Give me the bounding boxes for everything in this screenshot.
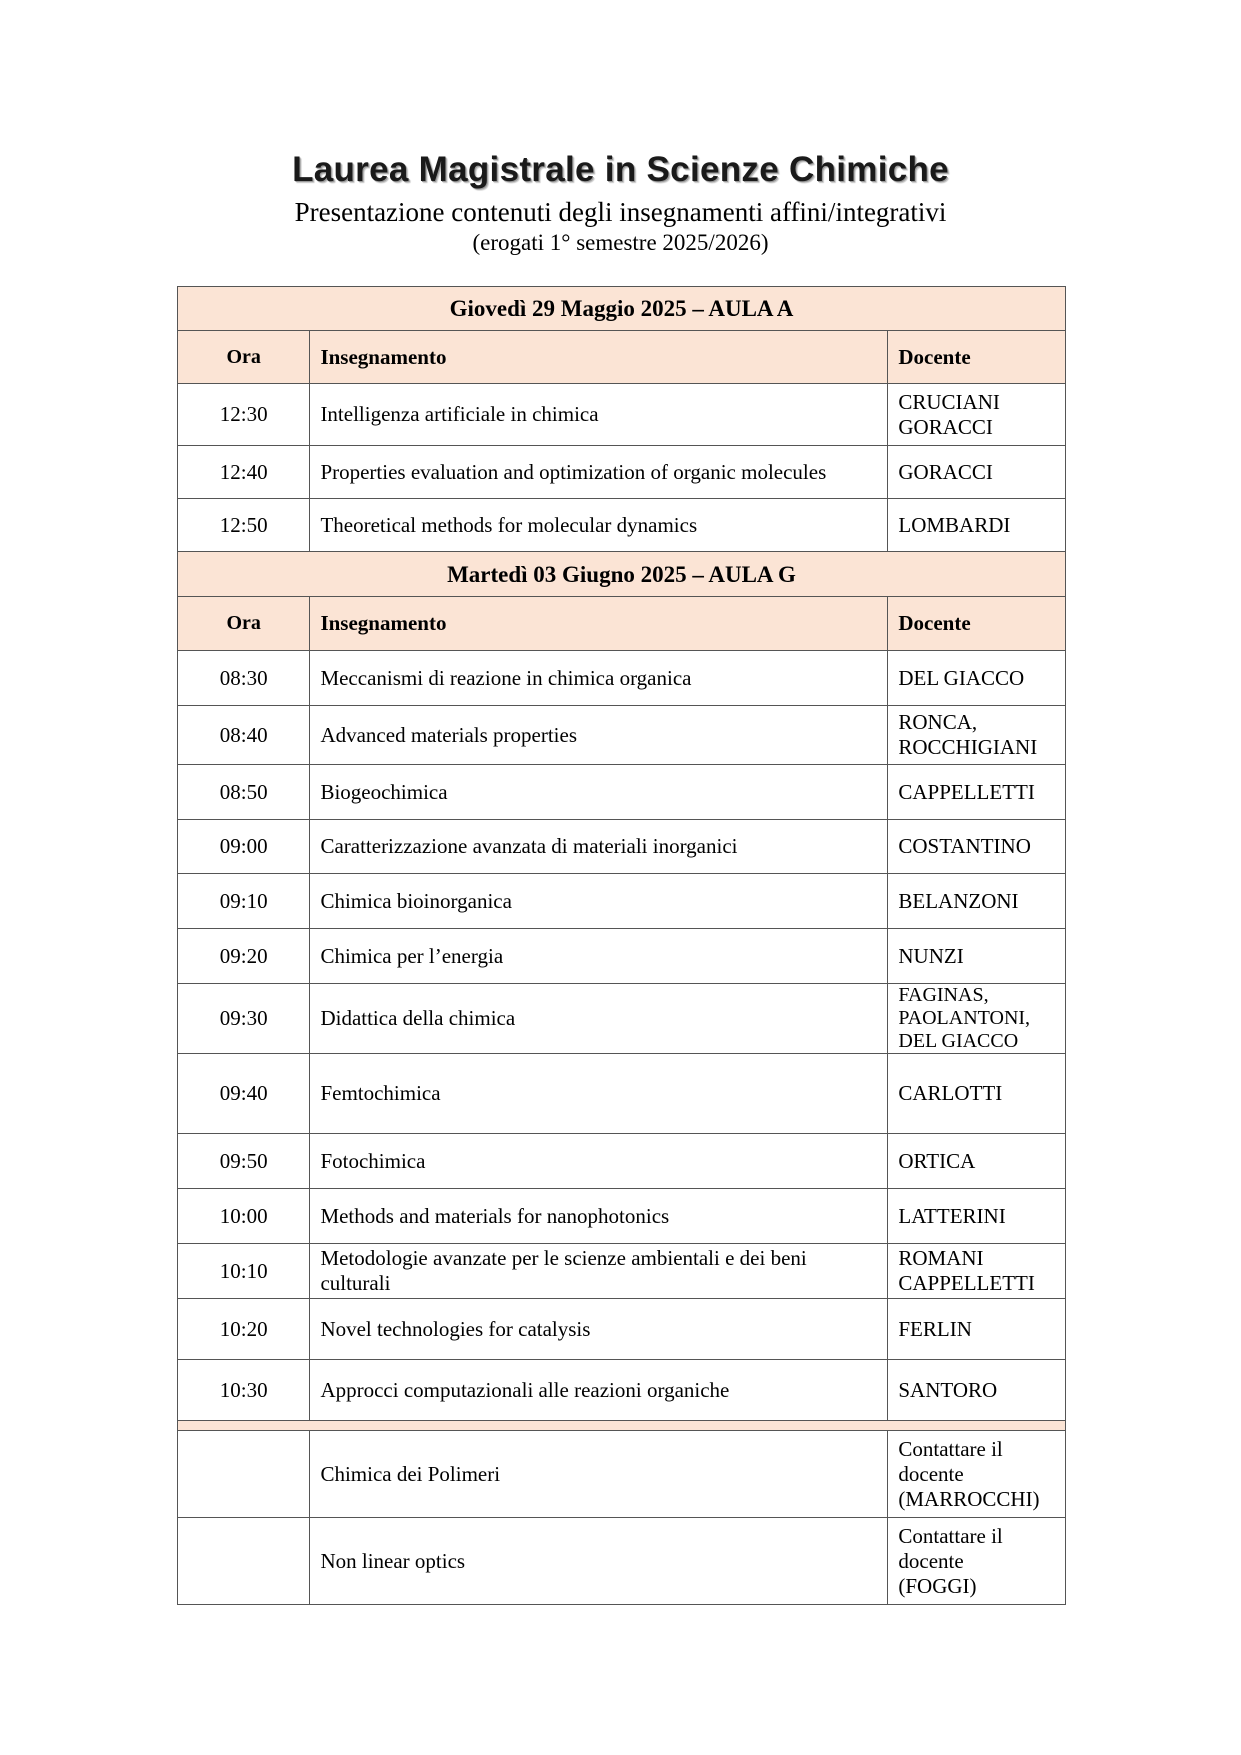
document-title: Laurea Magistrale in Scienze Chimiche	[292, 150, 949, 189]
table-row	[178, 1360, 1066, 1421]
cell-docente: FERLIN	[888, 1299, 1066, 1360]
cell-insegnamento: Properties evaluation and optimization of organic molecules	[310, 446, 888, 499]
cell-insegnamento: Biogeochimica	[310, 765, 888, 820]
cell-ora	[178, 1518, 310, 1605]
document-subtitle: Presentazione contenuti degli insegnamenti affini/integrativi	[294, 197, 947, 227]
cell-docente: CRUCIANI GORACCI	[888, 384, 1066, 446]
cell-ora: 09:00	[178, 820, 310, 874]
cell-docente: COSTANTINO	[888, 820, 1066, 874]
cell-ora: 10:30	[178, 1360, 310, 1421]
cell-insegnamento: Theoretical methods for molecular dynamics	[310, 499, 888, 552]
cell-ora: 08:30	[178, 651, 310, 706]
cell-ora: 10:20	[178, 1299, 310, 1360]
cell-insegnamento: Didattica della chimica	[310, 984, 888, 1054]
cell-docente: RONCA, ROCCHIGIANI	[888, 706, 1066, 765]
table-row	[178, 1431, 1066, 1518]
cell-insegnamento: Chimica bioinorganica	[310, 874, 888, 929]
column-header-ora: Ora	[178, 597, 310, 651]
session-header	[178, 287, 1066, 331]
session-title: Martedì 03 Giugno 2025 – AULA G	[178, 552, 1066, 597]
cell-ora: 08:40	[178, 706, 310, 765]
cell-insegnamento: Chimica dei Polimeri	[310, 1431, 888, 1518]
cell-ora: 08:50	[178, 765, 310, 820]
table-row	[178, 1054, 1066, 1134]
column-header-docente: Docente	[888, 331, 1066, 384]
cell-docente: GORACCI	[888, 446, 1066, 499]
cell-docente: ORTICA	[888, 1134, 1066, 1189]
cell-ora: 12:50	[178, 499, 310, 552]
table-row	[178, 706, 1066, 765]
table-row	[178, 874, 1066, 929]
cell-insegnamento: Fotochimica	[310, 1134, 888, 1189]
cell-docente: LATTERINI	[888, 1189, 1066, 1244]
column-header-row	[178, 331, 1066, 384]
cell-ora: 09:20	[178, 929, 310, 984]
session-header	[178, 552, 1066, 597]
cell-insegnamento: Advanced materials properties	[310, 706, 888, 765]
cell-docente: FAGINAS, PAOLANTONI, DEL GIACCO	[888, 984, 1066, 1054]
cell-ora: 09:10	[178, 874, 310, 929]
cell-insegnamento: Intelligenza artificiale in chimica	[310, 384, 888, 446]
table-row	[178, 984, 1066, 1054]
cell-insegnamento: Meccanismi di reazione in chimica organica	[310, 651, 888, 706]
column-header-ora: Ora	[178, 331, 310, 384]
cell-ora: 09:40	[178, 1054, 310, 1134]
cell-docente: SANTORO	[888, 1360, 1066, 1421]
table-row	[178, 1134, 1066, 1189]
separator-cell	[178, 1421, 1066, 1431]
column-header-docente: Docente	[888, 597, 1066, 651]
table-row	[178, 384, 1066, 446]
cell-ora: 12:40	[178, 446, 310, 499]
cell-ora: 09:30	[178, 984, 310, 1054]
cell-ora: 10:00	[178, 1189, 310, 1244]
table-row	[178, 651, 1066, 706]
cell-docente: CARLOTTI	[888, 1054, 1066, 1134]
cell-insegnamento: Novel technologies for catalysis	[310, 1299, 888, 1360]
column-header-insegnamento: Insegnamento	[310, 597, 888, 651]
cell-insegnamento: Femtochimica	[310, 1054, 888, 1134]
cell-ora: 09:50	[178, 1134, 310, 1189]
cell-docente: LOMBARDI	[888, 499, 1066, 552]
cell-docente: BELANZONI	[888, 874, 1066, 929]
separator-row	[178, 1421, 1066, 1431]
cell-docente: Contattare il docente (MARROCCHI)	[888, 1431, 1066, 1518]
cell-ora: 12:30	[178, 384, 310, 446]
table-row	[178, 1189, 1066, 1244]
column-header-row	[178, 597, 1066, 651]
cell-docente: CAPPELLETTI	[888, 765, 1066, 820]
table-row	[178, 1299, 1066, 1360]
table-row	[178, 499, 1066, 552]
table-row	[178, 929, 1066, 984]
cell-docente: Contattare il docente (FOGGI)	[888, 1518, 1066, 1605]
cell-ora: 10:10	[178, 1244, 310, 1299]
cell-insegnamento: Chimica per l’energia	[310, 929, 888, 984]
cell-docente: ROMANI CAPPELLETTI	[888, 1244, 1066, 1299]
cell-insegnamento: Caratterizzazione avanzata di materiali inorganici	[310, 820, 888, 874]
column-header-insegnamento: Insegnamento	[310, 331, 888, 384]
cell-docente: DEL GIACCO	[888, 651, 1066, 706]
semester-note: (erogati 1° semestre 2025/2026)	[472, 230, 769, 255]
table-row	[178, 765, 1066, 820]
cell-insegnamento: Approcci computazionali alle reazioni organiche	[310, 1360, 888, 1421]
table-row	[178, 1244, 1066, 1299]
cell-insegnamento: Non linear optics	[310, 1518, 888, 1605]
cell-docente: NUNZI	[888, 929, 1066, 984]
cell-insegnamento: Metodologie avanzate per le scienze ambientali e dei beni culturali	[310, 1244, 888, 1299]
table-row	[178, 446, 1066, 499]
session-title: Giovedì 29 Maggio 2025 – AULA A	[178, 287, 1066, 331]
schedule-table	[177, 286, 1066, 1605]
cell-ora	[178, 1431, 310, 1518]
table-row	[178, 820, 1066, 874]
cell-insegnamento: Methods and materials for nanophotonics	[310, 1189, 888, 1244]
table-row	[178, 1518, 1066, 1605]
